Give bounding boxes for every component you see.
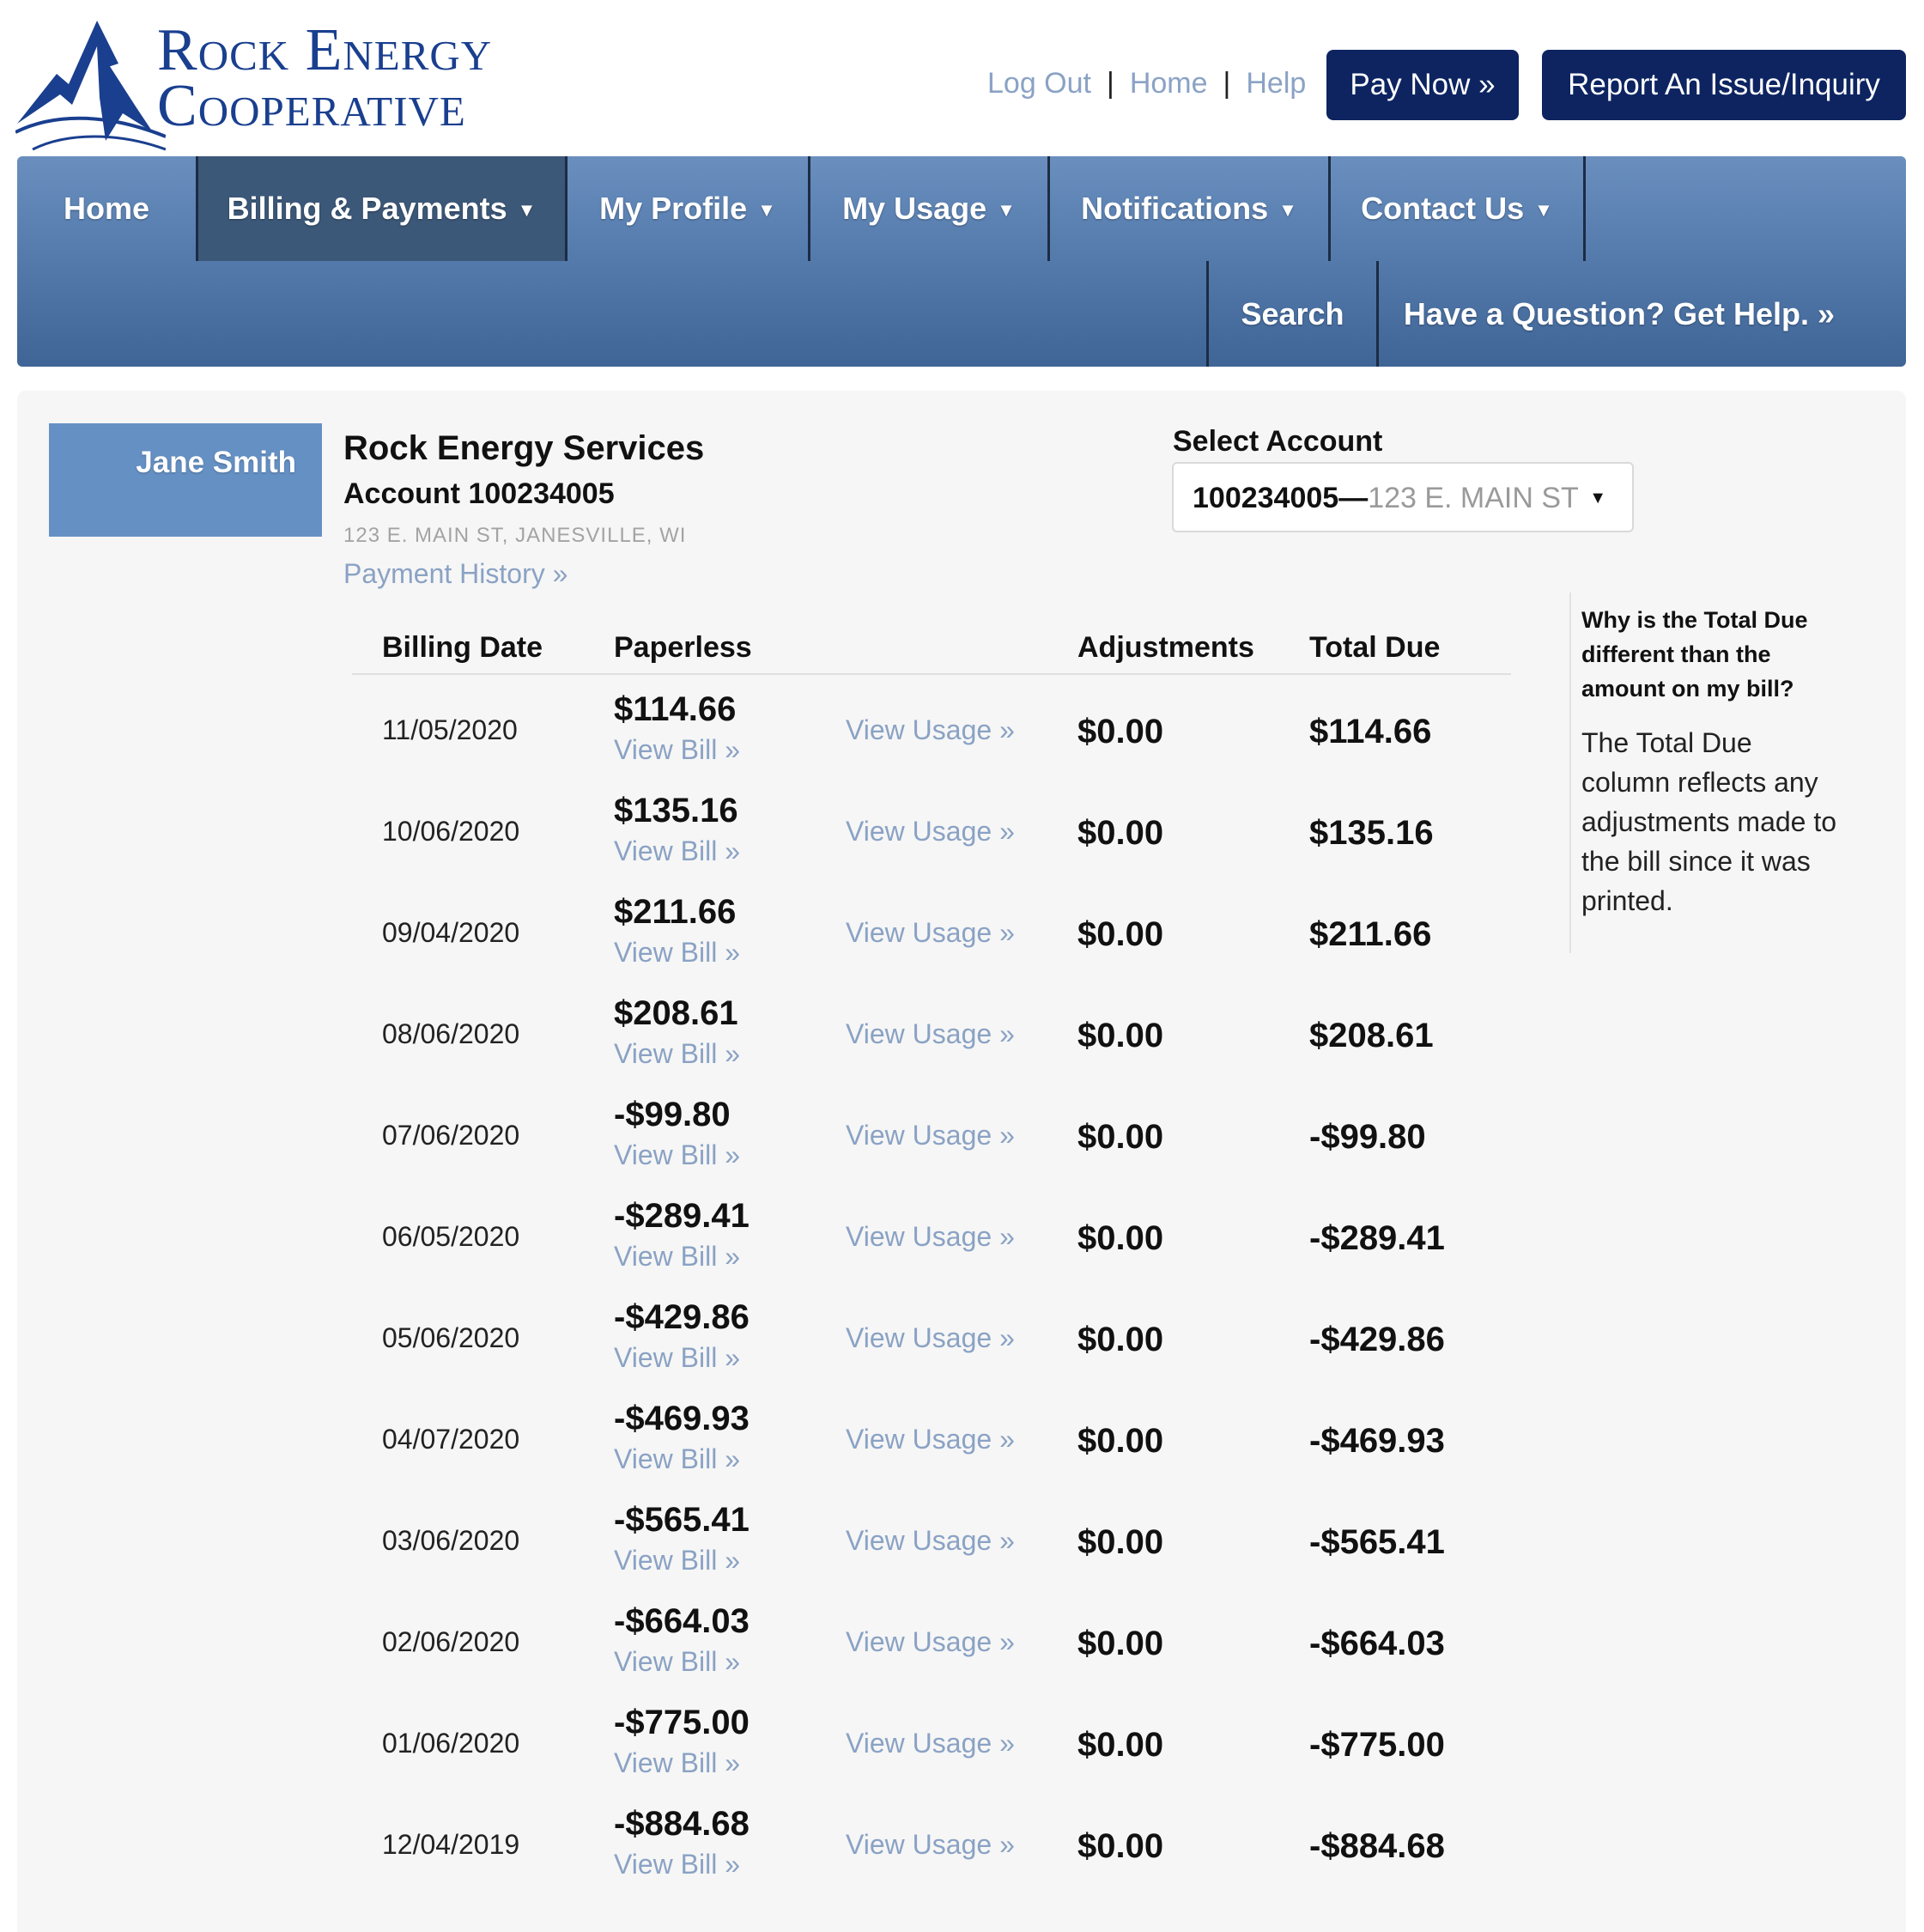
top-links (987, 67, 1306, 100)
user-name-box: Jane Smith (49, 423, 322, 537)
caret-down-icon: ▼ (1534, 199, 1553, 221)
nav-contact-us[interactable] (1331, 156, 1583, 261)
view-usage-link[interactable]: View Usage » (846, 1120, 1015, 1151)
paperless-amount: -$429.86 (614, 1298, 750, 1336)
logo[interactable] (15, 12, 531, 158)
paperless-amount: -$664.03 (614, 1602, 750, 1640)
pay-now-button[interactable]: Pay Now » (1326, 50, 1519, 120)
mountain-logo-icon (15, 12, 166, 158)
table-row (0, 994, 1924, 1099)
view-bill-link[interactable]: View Bill » (614, 1545, 741, 1576)
header-billing-date: Billing Date (382, 631, 543, 664)
adjustments-amount: $0.00 (1077, 1017, 1164, 1054)
link-separator: | (1106, 67, 1114, 100)
nav-notifications-label: Notifications (1081, 191, 1269, 226)
total-due-amount: -$99.80 (1309, 1118, 1426, 1156)
adjustments-amount: $0.00 (1077, 915, 1164, 953)
account-company: Rock Energy Services (343, 429, 705, 467)
total-due-amount: $208.61 (1309, 1017, 1434, 1054)
view-bill-link[interactable]: View Bill » (614, 734, 741, 765)
adjustments-amount: $0.00 (1077, 713, 1164, 750)
nav-contact-label: Contact Us (1361, 191, 1525, 226)
nav-billing-label: Billing & Payments (227, 191, 507, 226)
total-due-amount: -$429.86 (1309, 1321, 1445, 1358)
view-bill-link[interactable]: View Bill » (614, 1038, 741, 1069)
view-bill-link[interactable]: View Bill » (614, 1443, 741, 1474)
view-bill-link[interactable]: View Bill » (614, 1849, 741, 1880)
view-usage-link[interactable]: View Usage » (846, 1424, 1015, 1455)
total-due-amount: $135.16 (1309, 814, 1434, 852)
caret-down-icon: ▼ (517, 199, 537, 221)
billing-date: 08/06/2020 (382, 1018, 520, 1049)
total-due-amount: -$884.68 (1309, 1827, 1445, 1865)
billing-date: 11/05/2020 (382, 714, 518, 745)
view-usage-link[interactable]: View Usage » (846, 1221, 1015, 1252)
view-usage-link[interactable]: View Usage » (846, 1626, 1015, 1657)
paperless-amount: -$775.00 (614, 1704, 750, 1741)
link-separator: | (1223, 67, 1231, 100)
paperless-amount: -$469.93 (614, 1400, 750, 1437)
table-row (0, 1704, 1924, 1808)
table-row (0, 1805, 1924, 1910)
billing-date: 04/07/2020 (382, 1424, 520, 1455)
billing-date: 03/06/2020 (382, 1525, 520, 1556)
paperless-amount: $211.66 (614, 893, 737, 931)
paperless-amount: $114.66 (614, 690, 737, 728)
billing-date: 09/04/2020 (382, 917, 520, 948)
select-account-dash: — (1338, 482, 1369, 514)
total-due-amount: -$775.00 (1309, 1726, 1445, 1764)
nav-notifications[interactable] (1050, 156, 1328, 261)
table-row (0, 1602, 1924, 1707)
view-usage-link[interactable]: View Usage » (846, 1829, 1015, 1860)
select-account-address: 123 E. MAIN ST (1368, 482, 1579, 514)
nav-home[interactable] (17, 156, 196, 261)
adjustments-amount: $0.00 (1077, 1625, 1164, 1662)
home-link[interactable]: Home (1129, 67, 1208, 100)
payment-history-link[interactable]: Payment History » (343, 558, 568, 589)
adjustments-amount: $0.00 (1077, 1523, 1164, 1561)
billing-date: 05/06/2020 (382, 1322, 520, 1353)
view-usage-link[interactable]: View Usage » (846, 1018, 1015, 1049)
paperless-amount: -$289.41 (614, 1197, 750, 1235)
nav-divider (1583, 156, 1586, 261)
total-due-amount: $114.66 (1309, 713, 1432, 750)
table-row (0, 1298, 1924, 1403)
view-bill-link[interactable]: View Bill » (614, 1139, 741, 1170)
adjustments-amount: $0.00 (1077, 1321, 1164, 1358)
sidebar-answer: The Total Due column reflects any adjustments made to the bill since it was printed. (1581, 727, 1837, 916)
caret-down-icon: ▼ (1589, 489, 1606, 507)
view-bill-link[interactable]: View Bill » (614, 1747, 741, 1778)
total-due-amount: -$469.93 (1309, 1422, 1445, 1460)
view-usage-link[interactable]: View Usage » (846, 1728, 1015, 1759)
select-account-label: Select Account (1173, 425, 1383, 458)
billing-date: 10/06/2020 (382, 816, 520, 847)
billing-date: 02/06/2020 (382, 1626, 520, 1657)
table-row (0, 1400, 1924, 1504)
view-usage-link[interactable]: View Usage » (846, 917, 1015, 948)
select-account-dropdown[interactable] (1172, 462, 1634, 532)
adjustments-amount: $0.00 (1077, 814, 1164, 852)
view-bill-link[interactable]: View Bill » (614, 835, 741, 866)
adjustments-amount: $0.00 (1077, 1422, 1164, 1460)
nav-search[interactable]: Search (1241, 296, 1344, 331)
total-due-amount: -$565.41 (1309, 1523, 1445, 1561)
sidebar-question: Why is the Total Due different than the amount on my bill? (1581, 607, 1808, 702)
total-due-amount: -$664.03 (1309, 1625, 1445, 1662)
sidebar-divider (1569, 592, 1571, 953)
caret-down-icon: ▼ (1278, 199, 1297, 221)
header-total-due: Total Due (1309, 631, 1441, 664)
view-usage-link[interactable]: View Usage » (846, 714, 1015, 745)
paperless-amount: -$565.41 (614, 1501, 750, 1539)
nav-get-help[interactable]: Have a Question? Get Help. » (1403, 296, 1836, 331)
paperless-amount: $135.16 (614, 792, 738, 829)
billing-date: 06/05/2020 (382, 1221, 520, 1252)
billing-date: 07/06/2020 (382, 1120, 520, 1151)
nav-billing-payments[interactable] (198, 156, 565, 261)
caret-down-icon: ▼ (757, 199, 776, 221)
paperless-amount: -$99.80 (614, 1096, 731, 1133)
view-bill-link[interactable]: View Bill » (614, 1241, 741, 1272)
nav-my-usage[interactable] (810, 156, 1047, 261)
view-usage-link[interactable]: View Usage » (846, 1322, 1015, 1353)
nav-usage-label: My Usage (842, 191, 987, 226)
nav-home-label: Home (63, 191, 150, 226)
view-usage-link[interactable]: View Usage » (846, 816, 1015, 847)
view-bill-link[interactable]: View Bill » (614, 1646, 741, 1677)
table-row (0, 1501, 1924, 1606)
view-bill-link[interactable]: View Bill » (614, 1342, 741, 1373)
select-account-number: 100234005 (1193, 482, 1339, 514)
account-number: Account 100234005 (343, 477, 615, 510)
header-paperless: Paperless (614, 631, 752, 664)
adjustments-amount: $0.00 (1077, 1118, 1164, 1156)
view-usage-link[interactable]: View Usage » (846, 1525, 1015, 1556)
main-navbar (17, 156, 1906, 367)
help-link[interactable]: Help (1246, 67, 1307, 100)
total-due-amount: -$289.41 (1309, 1219, 1445, 1257)
logo-line2: Cooperative (157, 73, 466, 139)
billing-date: 12/04/2019 (382, 1829, 520, 1860)
report-issue-button[interactable]: Report An Issue/Inquiry (1542, 50, 1906, 120)
adjustments-amount: $0.00 (1077, 1726, 1164, 1764)
logout-link[interactable]: Log Out (987, 67, 1091, 100)
table-row (0, 1197, 1924, 1302)
account-address: 123 E. MAIN ST, JANESVILLE, WI (343, 524, 687, 547)
paperless-amount: $208.61 (614, 994, 738, 1032)
total-due-amount: $211.66 (1309, 915, 1432, 953)
adjustments-amount: $0.00 (1077, 1827, 1164, 1865)
header-divider (352, 673, 1511, 675)
logo-line1: Rock Energy (157, 17, 493, 83)
view-bill-link[interactable]: View Bill » (614, 937, 741, 968)
table-row (0, 1096, 1924, 1200)
adjustments-amount: $0.00 (1077, 1219, 1164, 1257)
caret-down-icon: ▼ (997, 199, 1016, 221)
header-adjustments: Adjustments (1077, 631, 1254, 664)
billing-date: 01/06/2020 (382, 1728, 520, 1759)
nav-profile-label: My Profile (599, 191, 748, 226)
nav-my-profile[interactable] (567, 156, 808, 261)
paperless-amount: -$884.68 (614, 1805, 750, 1843)
